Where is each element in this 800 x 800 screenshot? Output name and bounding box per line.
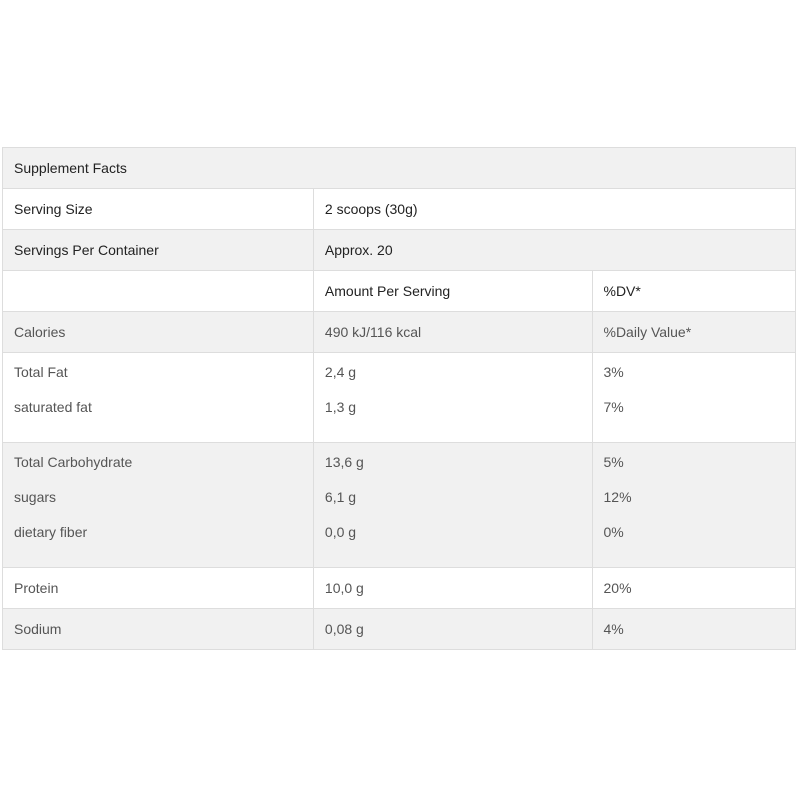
total-fat-amount: 2,4 g [324, 364, 357, 380]
total-fat-dv: 3% [603, 364, 624, 380]
calories-label: Calories [3, 312, 314, 353]
carbohydrate-amounts [313, 443, 592, 568]
protein-amount: 10,0 g [313, 568, 592, 609]
serving-size-row [3, 189, 796, 230]
dietary-fiber-label: dietary fiber [14, 524, 88, 540]
sugars-label: sugars [14, 489, 57, 505]
column-header-row [3, 271, 796, 312]
serving-size-value: 2 scoops (30g) [313, 189, 795, 230]
calories-dv: %Daily Value* [592, 312, 796, 353]
servings-per-container-row [3, 230, 796, 271]
total-carbohydrate-label: Total Carbohydrate [14, 454, 133, 470]
total-carbohydrate-amount: 13,6 g [324, 454, 364, 470]
carbohydrate-labels [3, 443, 314, 568]
sodium-dv: 4% [592, 609, 796, 650]
dietary-fiber-dv: 0% [603, 524, 624, 540]
servings-per-container-label: Servings Per Container [3, 230, 314, 271]
sodium-row [3, 609, 796, 650]
carbohydrate-row [3, 443, 796, 568]
carbohydrate-dvs [592, 443, 796, 568]
sugars-amount: 6,1 g [324, 489, 357, 505]
saturated-fat-amount: 1,3 g [324, 399, 357, 415]
fat-row [3, 353, 796, 443]
total-carbohydrate-dv: 5% [603, 454, 624, 470]
serving-size-label: Serving Size [3, 189, 314, 230]
sodium-label: Sodium [3, 609, 314, 650]
sodium-amount: 0,08 g [313, 609, 592, 650]
header-amount: Amount Per Serving [313, 271, 592, 312]
protein-dv: 20% [592, 568, 796, 609]
table-title: Supplement Facts [3, 148, 796, 189]
saturated-fat-label: saturated fat [14, 399, 92, 415]
fat-amounts [313, 353, 592, 443]
protein-label: Protein [3, 568, 314, 609]
fat-dvs [592, 353, 796, 443]
fat-labels [3, 353, 314, 443]
protein-row [3, 568, 796, 609]
header-blank-cell [3, 271, 314, 312]
servings-per-container-value: Approx. 20 [313, 230, 795, 271]
title-row [3, 148, 796, 189]
calories-row [3, 312, 796, 353]
total-fat-label: Total Fat [14, 364, 68, 380]
header-dv: %DV* [592, 271, 796, 312]
calories-amount: 490 kJ/116 kcal [313, 312, 592, 353]
supplement-facts-table [2, 147, 796, 650]
saturated-fat-dv: 7% [603, 399, 624, 415]
sugars-dv: 12% [603, 489, 632, 505]
dietary-fiber-amount: 0,0 g [324, 524, 357, 540]
